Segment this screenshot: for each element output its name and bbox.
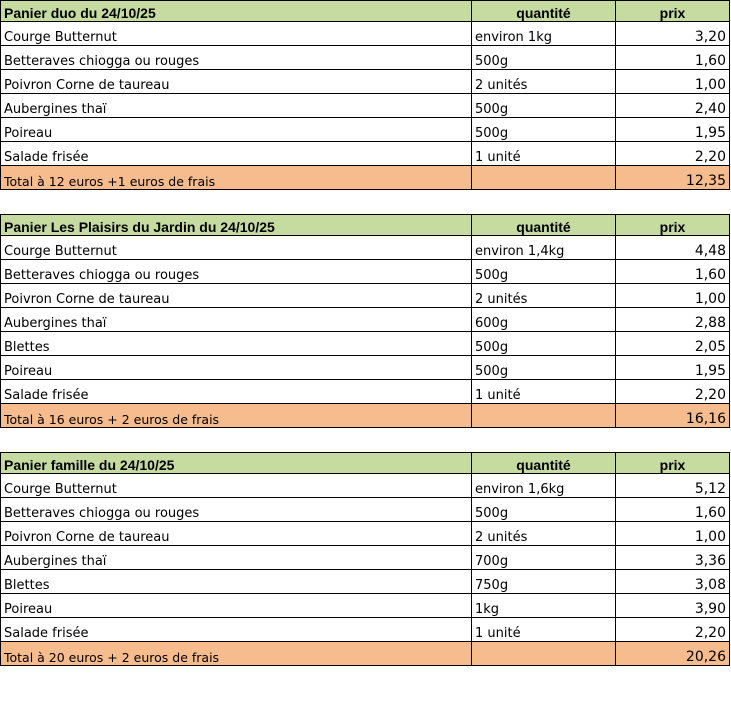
item-qty-cell[interactable]: environ 1,4kg: [472, 236, 616, 260]
item-price-cell[interactable]: 2,05: [616, 332, 730, 356]
table-row: [1, 570, 730, 594]
item-price-cell[interactable]: 3,36: [616, 546, 730, 570]
total-row: [1, 404, 730, 428]
spacer-cell[interactable]: [616, 428, 730, 453]
spacer-cell[interactable]: [616, 190, 730, 215]
total-label-cell[interactable]: Total à 12 euros +1 euros de frais: [1, 166, 472, 190]
item-qty-cell[interactable]: 750g: [472, 570, 616, 594]
table-row: [1, 284, 730, 308]
item-qty-cell[interactable]: 1 unité: [472, 618, 616, 642]
table-row: [1, 46, 730, 70]
item-qty-cell[interactable]: 2 unités: [472, 70, 616, 94]
item-price-cell[interactable]: 3,90: [616, 594, 730, 618]
item-name-cell[interactable]: Poireau: [1, 594, 472, 618]
table-row: [1, 498, 730, 522]
item-name-cell[interactable]: Aubergines thaï: [1, 546, 472, 570]
item-name-cell[interactable]: Aubergines thaï: [1, 308, 472, 332]
table-row: [1, 594, 730, 618]
item-name-cell[interactable]: Poireau: [1, 356, 472, 380]
table-row: [1, 236, 730, 260]
item-price-cell[interactable]: 2,40: [616, 94, 730, 118]
table-row: [1, 332, 730, 356]
item-price-cell[interactable]: 2,20: [616, 142, 730, 166]
price-header[interactable]: prix: [616, 453, 730, 474]
item-price-cell[interactable]: 1,60: [616, 46, 730, 70]
item-qty-cell[interactable]: 1 unité: [472, 142, 616, 166]
item-name-cell[interactable]: Salade frisée: [1, 142, 472, 166]
item-qty-cell[interactable]: 500g: [472, 118, 616, 142]
item-price-cell[interactable]: 2,20: [616, 380, 730, 404]
item-qty-cell[interactable]: 500g: [472, 498, 616, 522]
total-empty-cell[interactable]: [472, 404, 616, 428]
item-name-cell[interactable]: Poireau: [1, 118, 472, 142]
item-name-cell[interactable]: Poivron Corne de taureau: [1, 70, 472, 94]
table-row: [1, 308, 730, 332]
item-qty-cell[interactable]: 1 unité: [472, 380, 616, 404]
item-name-cell[interactable]: Aubergines thaï: [1, 94, 472, 118]
item-price-cell[interactable]: 1,60: [616, 260, 730, 284]
item-name-cell[interactable]: Salade frisée: [1, 618, 472, 642]
item-price-cell[interactable]: 4,48: [616, 236, 730, 260]
item-price-cell[interactable]: 2,20: [616, 618, 730, 642]
table-row: [1, 356, 730, 380]
item-name-cell[interactable]: Blettes: [1, 570, 472, 594]
item-name-cell[interactable]: Courge Butternut: [1, 22, 472, 46]
item-qty-cell[interactable]: 500g: [472, 46, 616, 70]
spacer-cell[interactable]: [472, 190, 616, 215]
item-price-cell[interactable]: 2,88: [616, 308, 730, 332]
table-row: [1, 618, 730, 642]
item-name-cell[interactable]: Courge Butternut: [1, 236, 472, 260]
total-value-cell[interactable]: 20,26: [616, 642, 730, 666]
item-name-cell[interactable]: Poivron Corne de taureau: [1, 284, 472, 308]
spacer-row: [1, 428, 730, 453]
item-price-cell[interactable]: 1,00: [616, 522, 730, 546]
item-qty-cell[interactable]: environ 1kg: [472, 22, 616, 46]
spacer-cell[interactable]: [1, 428, 472, 453]
table-row: [1, 142, 730, 166]
item-qty-cell[interactable]: 700g: [472, 546, 616, 570]
table-row: [1, 522, 730, 546]
item-name-cell[interactable]: Betteraves chiogga ou rouges: [1, 498, 472, 522]
item-qty-cell[interactable]: 600g: [472, 308, 616, 332]
basket-header-row: [1, 1, 730, 22]
item-name-cell[interactable]: Blettes: [1, 332, 472, 356]
item-qty-cell[interactable]: 500g: [472, 94, 616, 118]
total-value-cell[interactable]: 12,35: [616, 166, 730, 190]
price-header[interactable]: prix: [616, 1, 730, 22]
quantity-header[interactable]: quantité: [472, 215, 616, 236]
total-empty-cell[interactable]: [472, 642, 616, 666]
item-qty-cell[interactable]: 500g: [472, 260, 616, 284]
table-row: [1, 70, 730, 94]
item-price-cell[interactable]: 1,95: [616, 118, 730, 142]
item-qty-cell[interactable]: environ 1,6kg: [472, 474, 616, 498]
total-label-cell[interactable]: Total à 16 euros + 2 euros de frais: [1, 404, 472, 428]
item-price-cell[interactable]: 5,12: [616, 474, 730, 498]
item-qty-cell[interactable]: 500g: [472, 356, 616, 380]
spacer-row: [1, 190, 730, 215]
spacer-cell[interactable]: [1, 190, 472, 215]
quantity-header[interactable]: quantité: [472, 453, 616, 474]
item-name-cell[interactable]: Betteraves chiogga ou rouges: [1, 260, 472, 284]
quantity-header[interactable]: quantité: [472, 1, 616, 22]
basket-header-row: [1, 453, 730, 474]
item-name-cell[interactable]: Betteraves chiogga ou rouges: [1, 46, 472, 70]
table-row: [1, 546, 730, 570]
item-qty-cell[interactable]: 500g: [472, 332, 616, 356]
basket-header-row: [1, 215, 730, 236]
item-name-cell[interactable]: Salade frisée: [1, 380, 472, 404]
total-empty-cell[interactable]: [472, 166, 616, 190]
total-row: [1, 642, 730, 666]
total-label-cell[interactable]: Total à 20 euros + 2 euros de frais: [1, 642, 472, 666]
item-price-cell[interactable]: 1,00: [616, 284, 730, 308]
total-value-cell[interactable]: 16,16: [616, 404, 730, 428]
item-name-cell[interactable]: Poivron Corne de taureau: [1, 522, 472, 546]
item-price-cell[interactable]: 1,00: [616, 70, 730, 94]
spacer-cell[interactable]: [472, 428, 616, 453]
item-price-cell[interactable]: 3,08: [616, 570, 730, 594]
total-row: [1, 166, 730, 190]
item-qty-cell[interactable]: 2 unités: [472, 284, 616, 308]
item-price-cell[interactable]: 1,60: [616, 498, 730, 522]
item-qty-cell[interactable]: 1kg: [472, 594, 616, 618]
table-row: [1, 94, 730, 118]
item-price-cell[interactable]: 1,95: [616, 356, 730, 380]
price-header[interactable]: prix: [616, 215, 730, 236]
basket-title[interactable]: Panier duo du 24/10/25: [1, 1, 472, 22]
table-row: [1, 118, 730, 142]
item-price-cell[interactable]: 3,20: [616, 22, 730, 46]
table-row: [1, 380, 730, 404]
table-row: [1, 260, 730, 284]
item-qty-cell[interactable]: 2 unités: [472, 522, 616, 546]
basket-title[interactable]: Panier Les Plaisirs du Jardin du 24/10/25: [1, 215, 472, 236]
item-name-cell[interactable]: Courge Butternut: [1, 474, 472, 498]
basket-title[interactable]: Panier famille du 24/10/25: [1, 453, 472, 474]
table-row: [1, 22, 730, 46]
table-row: [1, 474, 730, 498]
